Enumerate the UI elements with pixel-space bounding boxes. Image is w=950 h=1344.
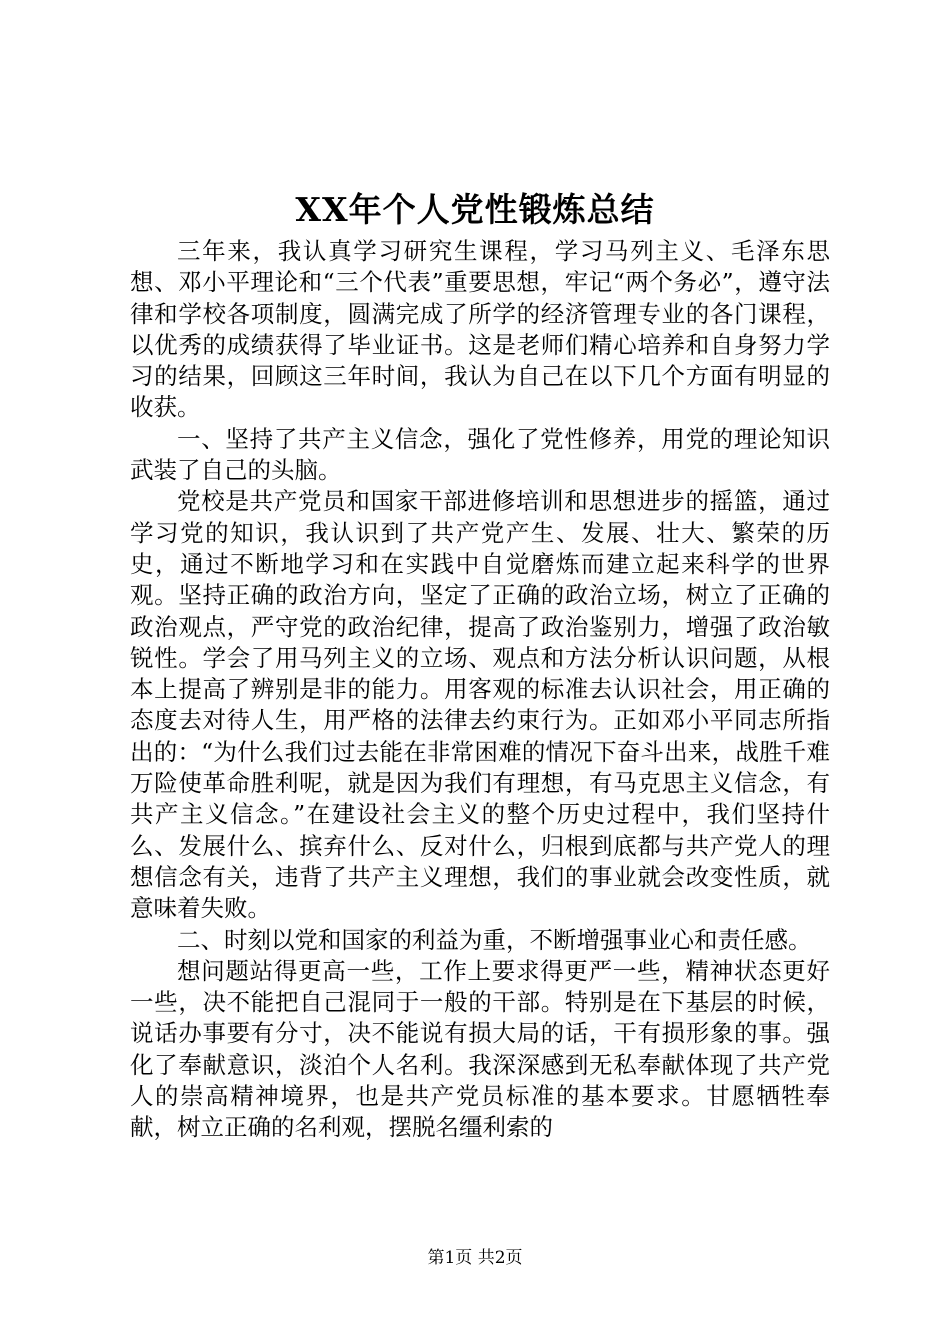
paragraph: 想问题站得更高一些，工作上要求得更严一些，精神状态更好一些，决不能把自己混同于一般的干部。特别是在下基层的时候，说话办事要有分寸，决不能说有损大局的话，干有损形象的事。强化了奉献意识，淡泊个人名利。我深深感到无私奉献体现了共产党人的崇高精神境界，也是共产党员标准的基本要求。甘愿牺牲奉献，树立正确的名利观，摆脱名缰利索的	[130, 956, 830, 1142]
document-title: XX年个人党性锻炼总结	[295, 190, 655, 229]
page-footer: 第1页 共2页	[427, 1248, 523, 1268]
paragraph: 三年来，我认真学习研究生课程，学习马列主义、毛泽东思想、邓小平理论和“三个代表”重要思想，牢记“两个务必”，遵守法律和学校各项制度，圆满完成了所学的经济管理专业的各门课程，以优秀的成绩获得了毕业证书。这是老师们精心培养和自身努力学习的结果，回顾这三年时间，我认为自己在以下几个方面有明显的收获。	[130, 237, 830, 422]
section-heading: 一、坚持了共产主义信念，强化了党性修养，用党的理论知识武装了自己的头脑。	[130, 424, 830, 485]
section-heading: 二、时刻以党和国家的利益为重，不断增强事业心和责任感。	[177, 925, 812, 954]
document-body	[130, 236, 830, 1144]
paragraph: 党校是共产党员和国家干部进修培训和思想进步的摇篮，通过学习党的知识，我认识到了共产党产生、发展、壮大、繁荣的历史，通过不断地学习和在实践中自觉磨炼而建立起来科学的世界观。坚持正确的政治方向，坚定了正确的政治立场，树立了正确的政治观点，严守党的政治纪律，提高了政治鉴别力，增强了政治敏锐性。学会了用马列主义的立场、观点和方法分析认识问题，从根本上提高了辨别是非的能力。用客观的标准去认识社会，用正确的态度去对待人生，用严格的法律去约束行为。正如邓小平同志所指出的：“为什么我们过去能在非常困难的情况下奋斗出来，战胜千难万险使革命胜利呢，就是因为我们有理想，有马克思主义信念，有共产主义信念。”在建设社会主义的整个历史过程中，我们坚持什么、发展什么、摈弃什么、反对什么，归根到底都与共产党人的理想信念有关，违背了共产主义理想，我们的事业就会改变性质，就意味着失败。	[130, 487, 830, 923]
